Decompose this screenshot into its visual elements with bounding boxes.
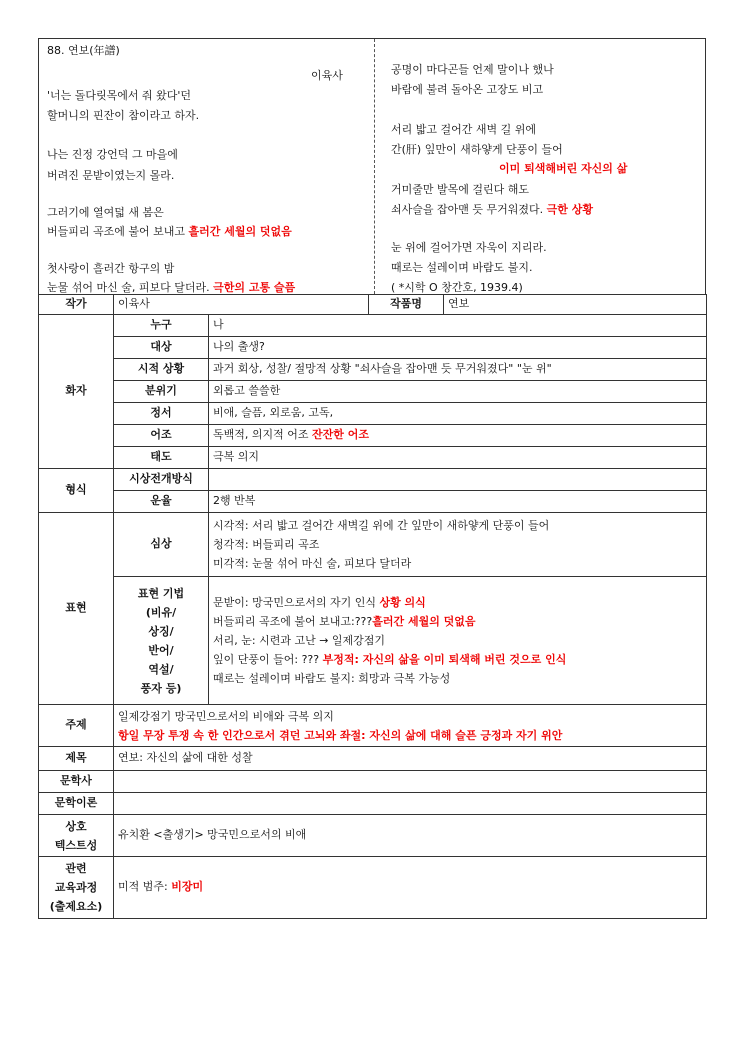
curriculum-label [39, 857, 114, 919]
poem-left-line-4: 버려진 문받이였는지 몰라. [47, 169, 175, 182]
poem-right-line-6 [391, 201, 593, 217]
poem-left-line-8-text: 눈물 섞어 마신 술, 피보다 달더라. [47, 281, 214, 294]
curriculum-label-line: 관련 [65, 862, 87, 875]
speaker-value: 극복 의지 [209, 447, 707, 469]
lit-theory-label: 문학이론 [39, 793, 114, 815]
speaker-value: 나 [209, 315, 707, 337]
intertext-label-line: 텍스트성 [54, 838, 98, 852]
technique-label-line: 풍자 등) [140, 681, 182, 695]
speaker-label: 화자 [39, 315, 114, 469]
note-extreme-pain: 극한의 고통 슬픔 [213, 281, 296, 294]
technique-item [213, 593, 702, 612]
tone-note: 잔잔한 어조 [312, 428, 369, 442]
speaker-row [39, 425, 707, 447]
note-faded-life: 이미 퇴색해버린 자신의 삶 [499, 162, 628, 175]
speaker-row [39, 447, 707, 469]
poem-box [38, 38, 706, 294]
speaker-row [39, 315, 707, 337]
worksheet [38, 38, 706, 919]
poem-left-line-6-text: 버들피리 곡조에 불어 보내고 [47, 225, 189, 238]
analysis-table [38, 294, 707, 919]
speaker-key: 누구 [114, 315, 209, 337]
curriculum-label-line: (출제요소) [49, 900, 103, 913]
speaker-key: 정서 [114, 403, 209, 425]
speaker-row [39, 403, 707, 425]
technique-row [39, 577, 707, 705]
technique-label-line: 상징/ [148, 624, 174, 638]
speaker-value: 과거 회상, 성찰/ 절망적 상황 "쇠사슬을 잡아맨 듯 무거워졌다" "눈 위" [209, 359, 707, 381]
curriculum-note: 비장미 [171, 880, 204, 894]
speaker-value [209, 425, 707, 447]
speaker-key: 대상 [114, 337, 209, 359]
imagery-row [39, 513, 707, 577]
poem-left-line-7: 첫사랑이 흘러간 항구의 밤 [47, 262, 175, 275]
poem-right-line-7: 눈 위에 걸어가면 자욱이 지리라. [391, 241, 547, 254]
imagery-label: 심상 [114, 513, 209, 577]
column-divider [374, 39, 375, 294]
title-row [39, 747, 707, 771]
poem-right-line-1: 공명이 마다곤들 언제 말이나 했나 [391, 63, 554, 76]
theme-row [39, 705, 707, 747]
speaker-row [39, 337, 707, 359]
author-row [39, 295, 707, 315]
poem-right-line-2: 바람에 불려 돌아온 고장도 비고 [391, 83, 544, 96]
imagery-values [209, 513, 707, 577]
curriculum-label-line: 교육과정 [54, 881, 98, 894]
work-title-value: 연보 [444, 295, 707, 315]
technique-item [213, 631, 702, 650]
form-value: 2행 반복 [209, 491, 707, 513]
technique-note: 상황 의식 [379, 596, 426, 609]
poem-right-line-3: 서리 밟고 걸어간 새벽 길 위에 [391, 123, 536, 136]
poem-source: ( *시학 O 창간호, 1939.4) [391, 281, 523, 294]
imagery-auditory: 청각적: 버들피리 곡조 [213, 538, 320, 551]
poem-right-line-4: 간(肝) 잎만이 새하얗게 단풍이 들어 [391, 143, 563, 156]
note-fleeting-time: 흘러간 세월의 덧없음 [188, 225, 292, 238]
note-extreme-situation: 극한 상황 [546, 203, 593, 216]
speaker-value: 나의 출생? [209, 337, 707, 359]
form-value [209, 469, 707, 491]
intertext-label-line: 상호 [65, 819, 87, 833]
technique-label-line: (비유/ [145, 605, 177, 619]
lit-theory-value [114, 793, 707, 815]
title-label: 제목 [39, 747, 114, 771]
technique-label-line: 표현 기법 [137, 586, 185, 600]
technique-item [213, 669, 702, 688]
speaker-row [39, 359, 707, 381]
speaker-key: 어조 [114, 425, 209, 447]
technique-text: 버들피리 곡조에 불어 보내고:??? [213, 615, 373, 628]
poem-left-line-1: '너는 돌다릿목에서 줘 왔다'던 [47, 89, 192, 102]
lit-history-value [114, 771, 707, 793]
poem-right-line-5: 거미줄만 발목에 걸린다 해도 [391, 183, 530, 196]
curriculum-row [39, 857, 707, 919]
technique-item [213, 612, 702, 631]
poem-left-line-5: 그러기에 열여덟 새 봄은 [47, 206, 164, 219]
title-value: 연보: 자신의 삶에 대한 성찰 [114, 747, 707, 771]
form-row [39, 491, 707, 513]
speaker-key: 태도 [114, 447, 209, 469]
technique-note: 부정적: 자신의 삶을 이미 퇴색해 버린 것으로 인식 [322, 653, 567, 666]
author-label: 작가 [39, 295, 114, 315]
theme-line-2: 항일 무장 투쟁 속 한 인간으로서 겪던 고뇌와 좌절: 자신의 삶에 대해 슬픈 긍정과 자기 위안 [118, 728, 563, 742]
poem-right-line-8: 때로는 설레이며 바람도 불지. [391, 261, 533, 274]
technique-label [114, 577, 209, 705]
technique-item [213, 650, 702, 669]
intertext-label [39, 815, 114, 857]
form-row [39, 469, 707, 491]
poem-left-line-2: 할머니의 핀잔이 참이라고 하자. [47, 109, 200, 122]
poem-left-line-6 [47, 223, 292, 239]
curriculum-text: 미적 범주: [118, 880, 172, 894]
lit-history-row [39, 771, 707, 793]
form-label: 형식 [39, 469, 114, 513]
theme-value [114, 705, 707, 747]
speaker-row [39, 381, 707, 403]
speaker-key: 시적 상황 [114, 359, 209, 381]
form-key: 운율 [114, 491, 209, 513]
poem-header: 88. 연보(年譜) [47, 44, 120, 57]
poem-right-line-6-text: 쇠사슬을 잡아맨 듯 무거워졌다. [391, 203, 547, 216]
technique-text: 잎이 단풍이 들어: ??? [213, 653, 323, 666]
speaker-value: 외롭고 쓸쓸한 [209, 381, 707, 403]
tone-text: 독백적, 의지적 어조 [213, 428, 312, 442]
technique-label-line: 반어/ [148, 643, 174, 657]
work-title-label: 작품명 [369, 295, 444, 315]
technique-text: 서리, 눈: 시련과 고난 → 일제강점기 [213, 634, 386, 647]
curriculum-value [114, 857, 707, 919]
technique-label-line: 역설/ [148, 662, 174, 676]
lit-history-label: 문학사 [39, 771, 114, 793]
intertext-value: 유치환 <출생기> 망국민으로서의 비애 [114, 815, 707, 857]
speaker-value: 비애, 슬픔, 외로움, 고독, [209, 403, 707, 425]
theme-label: 주제 [39, 705, 114, 747]
expression-label: 표현 [39, 513, 114, 705]
poem-author: 이육사 [311, 69, 343, 82]
author-value: 이육사 [114, 295, 369, 315]
speaker-key: 분위기 [114, 381, 209, 403]
theme-line-1: 일제강점기 망국민으로서의 비애와 극복 의지 [118, 709, 334, 723]
poem-left-line-8 [47, 279, 295, 295]
technique-text: 때로는 설레이며 바람도 불지: 희망과 극복 가능성 [213, 672, 451, 685]
imagery-visual: 시각적: 서리 밟고 걸어간 새벽길 위에 간 잎만이 새하얗게 단풍이 들어 [213, 519, 550, 532]
lit-theory-row [39, 793, 707, 815]
imagery-gustatory: 미각적: 눈물 섞어 마신 술, 피보다 달더라 [213, 557, 412, 570]
form-key: 시상전개방식 [114, 469, 209, 491]
technique-note: 흘러간 세월의 덧없음 [372, 615, 476, 628]
poem-left-line-3: 나는 진정 강언덕 그 마을에 [47, 148, 178, 161]
intertext-row [39, 815, 707, 857]
technique-values [209, 577, 707, 705]
technique-text: 문받이: 망국민으로서의 자기 인식 [213, 596, 380, 609]
